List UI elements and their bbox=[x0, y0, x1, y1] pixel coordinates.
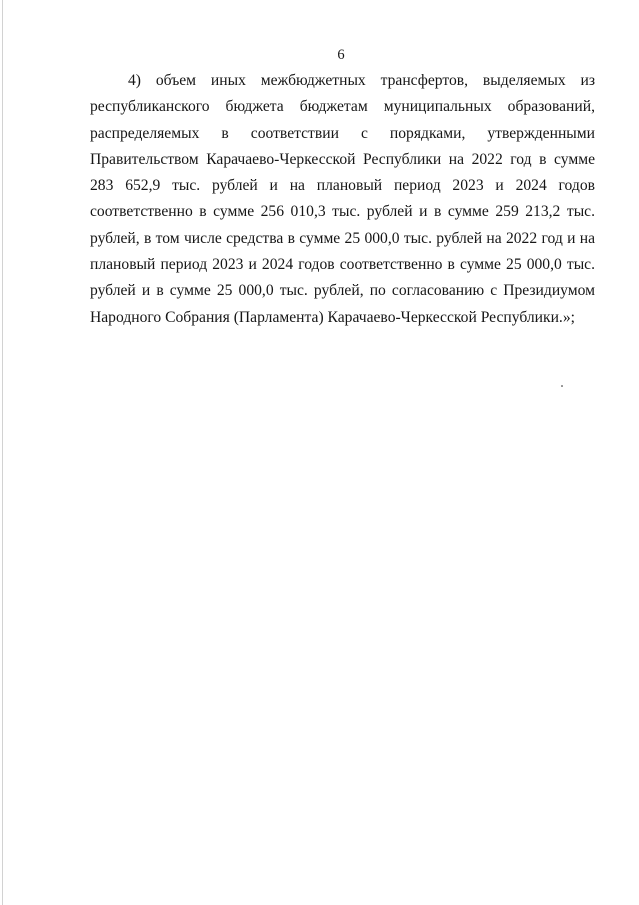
text-line: рублей, в том числе средства в сумме 25 000,0 тыс. рублей на 2022 год и на bbox=[90, 229, 595, 247]
scan-edge-line bbox=[2, 0, 3, 905]
text-line: 4) объем иных межбюджетных трансфертов, выделяемых из bbox=[128, 72, 595, 89]
paragraph-item-4 bbox=[90, 70, 595, 333]
text-line: Правительством Карачаево-Черкесской Республики на 2022 год в сумме bbox=[90, 150, 595, 168]
text-line: плановый период 2023 и 2024 годов соответственно в сумме 25 000,0 тыс. bbox=[90, 256, 595, 274]
text-line: 283 652,9 тыс. рублей и на плановый период 2023 и 2024 годов bbox=[90, 177, 595, 195]
text-line: соответственно в сумме 256 010,3 тыс. рублей и в сумме 259 213,2 тыс. bbox=[90, 203, 595, 221]
text-line: распределяемых в соответствии с порядками, утвержденными bbox=[90, 124, 595, 142]
page-number: 6 bbox=[337, 47, 345, 63]
text-line: республиканского бюджета бюджетам муниципальных образований, bbox=[90, 98, 595, 116]
scan-speck bbox=[561, 385, 563, 387]
text-line: рублей и в сумме 25 000,0 тыс. рублей, по согласованию с Президиумом bbox=[90, 282, 595, 300]
text-line: Народного Собрания (Парламента) Карачаево-Черкесской Республики.»; bbox=[90, 308, 575, 326]
